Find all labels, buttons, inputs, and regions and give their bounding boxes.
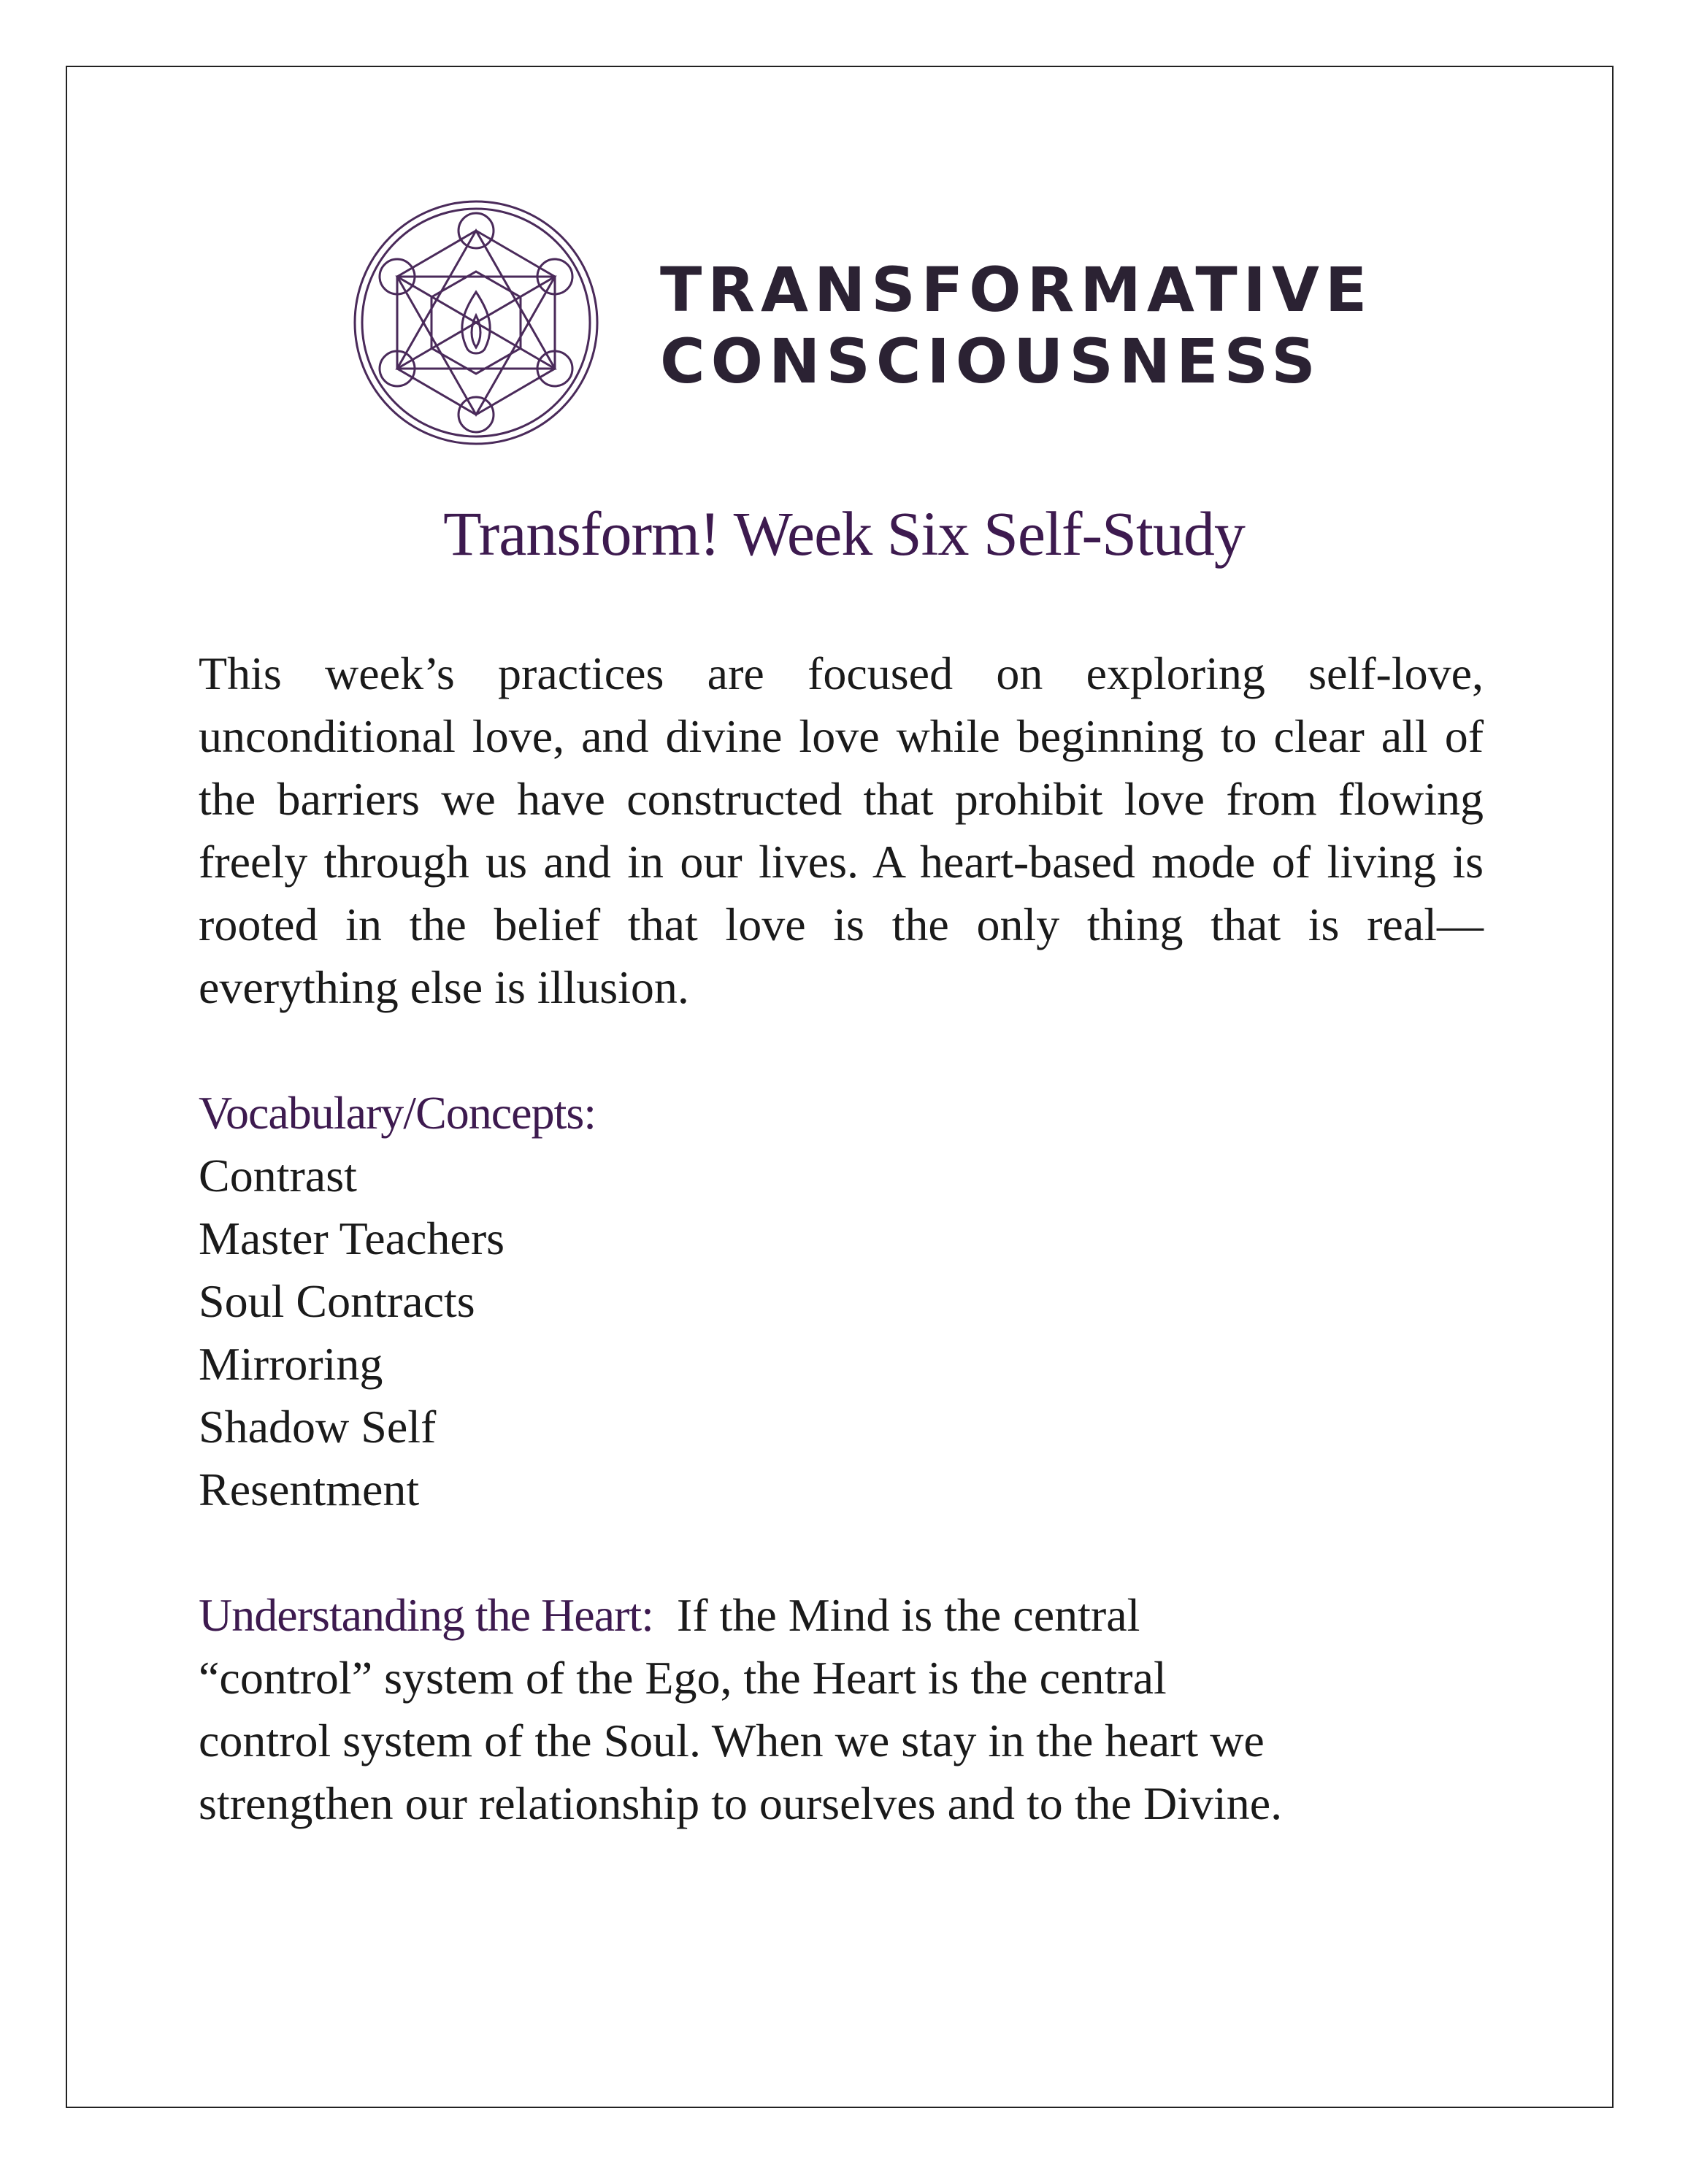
heart-text-line-3: control system of the Soul. When we stay in the heart we [199, 1715, 1265, 1766]
heart-text-line-1: If the Mind is the central [676, 1589, 1140, 1641]
heart-section [199, 1584, 1484, 1835]
vocabulary-section [199, 1082, 1484, 1521]
list-item: Contrast [199, 1150, 357, 1201]
heart-text-line-4: strengthen our relationship to ourselves and to the Divine. [199, 1777, 1283, 1829]
list-item: Resentment [199, 1464, 420, 1515]
metatron-cube-flame-icon [352, 199, 600, 447]
list-item: Mirroring [199, 1338, 383, 1390]
list-item: Soul Contracts [199, 1275, 475, 1327]
page-title: Transform! Week Six Self-Study [443, 499, 1245, 569]
heart-heading: Understanding the Heart: [199, 1589, 653, 1641]
heart-first-line [199, 1584, 1484, 1647]
intro-paragraph: This week’s practices are focused on exploring self-love, unconditional love, and divine love while beginning to clear all of the barriers we have constructed that prohibit love from flowing freely through us and in our lives. A heart-based mode of living is rooted in the belief that love is the only thing that is real—everything else is illusion. [199, 647, 1484, 1013]
vocabulary-heading: Vocabulary/Concepts: [199, 1087, 596, 1139]
list-item: Shadow Self [199, 1401, 437, 1453]
list-item: Master Teachers [199, 1212, 505, 1264]
vocabulary-list [199, 1145, 1484, 1521]
brand-wordmark [660, 254, 1373, 397]
heart-text-line-2: “control” system of the Ego, the Heart is the central [199, 1652, 1167, 1704]
brand-line-1: TRANSFORMATIVE [660, 254, 1373, 326]
document-body [199, 642, 1484, 1835]
brand-line-2: CONSCIOUSNESS [660, 326, 1321, 397]
